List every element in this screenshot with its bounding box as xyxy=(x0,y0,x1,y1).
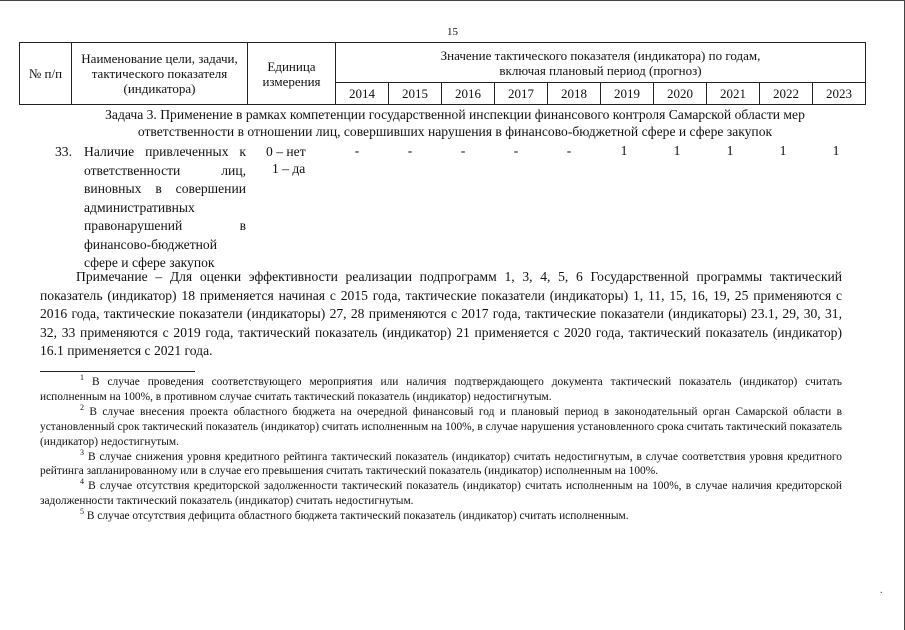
footnote-mark: 4 xyxy=(80,477,84,487)
header-year: 2020 xyxy=(654,83,707,105)
footnote-text: В случае отсутствия кредиторской задолженности тактический показатель (индикатор) считать исполненным на 100%, в случае наличия кредиторской задолженности тактический показатель (индикатор) считать недостигнутым. xyxy=(40,480,842,508)
row-value: - xyxy=(460,143,466,158)
task-heading-line2: ответственности в отношении лиц, совершивших нарушения в финансово-бюджетной сфере и сфере закупок xyxy=(137,124,773,139)
row-value: 1 xyxy=(832,143,840,158)
footnote-text: В случае внесения проекта областного бюджета на очередной финансовый год и плановый период в законодательный орган Самарской области в установленный срок тактический показатель (индикатор) считать исполненным на 100%, в случае нарушения установленного срока считать тактический показатель (индикатор) недостигнутым. xyxy=(40,405,842,448)
footnotes xyxy=(40,375,842,524)
row-value: 1 xyxy=(779,143,787,158)
header-num: № п/п xyxy=(20,43,72,105)
header-year: 2015 xyxy=(389,83,442,105)
header-year: 2016 xyxy=(442,83,495,105)
row-value: 1 xyxy=(726,143,734,158)
header-values-line1: Значение тактического показателя (индикатора) по годам, xyxy=(440,47,761,63)
footnote xyxy=(40,509,842,524)
footnote xyxy=(40,375,842,405)
footnote-mark: 1 xyxy=(80,373,84,383)
row-unit-line1: 0 – нет xyxy=(266,144,306,159)
indicator-table-header xyxy=(19,42,866,105)
header-year: 2014 xyxy=(336,83,389,105)
footnote-mark: 3 xyxy=(80,447,84,457)
row-value: - xyxy=(354,143,360,158)
header-unit: Единица измерения xyxy=(248,43,336,105)
header-year: 2023 xyxy=(813,83,866,105)
header-year: 2018 xyxy=(548,83,601,105)
note-text: Примечание – Для оценки эффективности реализации подпрограмм 1, 3, 4, 5, 6 Государственной программы тактический показатель (индикатор) 18 применяется начиная с 2015 года, тактические показатели (индикаторы) 1, 11, 15, 16, 19, 25 применяются с 2016 года, тактические показатели (индикаторы) 27, 28 применяются с 2017 года, тактические показатели (индикаторы) 23.1, 29, 30, 31, 32, 33 применяются с 2019 года, тактический показатель (индикатор) 21 применяется с 2020 года, тактический показатель (индикатор) 16.1 применяется с 2021 года. xyxy=(40,269,842,358)
header-year: 2022 xyxy=(760,83,813,105)
row-value: 1 xyxy=(620,143,628,158)
header-values-line2: включая плановый период (прогноз) xyxy=(499,62,702,78)
header-name: Наименование цели, задачи, тактического показателя (индикатора) xyxy=(72,43,248,105)
footnote-mark: 5 xyxy=(80,507,84,517)
page-number: 15 xyxy=(447,26,458,38)
row-number: 33. xyxy=(55,144,72,159)
header-year: 2017 xyxy=(495,83,548,105)
footnote-separator xyxy=(40,371,195,372)
row-value: - xyxy=(513,143,519,158)
footnote-text: В случае отсутствия дефицита областного бюджета тактический показатель (индикатор) считать исполненным. xyxy=(86,510,629,523)
footnote-text: В случае снижения уровня кредитного рейтинга тактический показатель (индикатор) считать недостигнутым, в случае соответствия уровня кредитного рейтинга запланированному или в случае его превышения считать тактический показатель (индикатор) исполненным на 100%. xyxy=(40,450,842,478)
task-heading xyxy=(40,106,870,140)
header-year: 2021 xyxy=(707,83,760,105)
footnote-mark: 2 xyxy=(80,403,84,413)
header-year: 2019 xyxy=(601,83,654,105)
scan-speck: . xyxy=(880,585,883,596)
footnote xyxy=(40,447,842,480)
row-value: - xyxy=(566,143,572,158)
row-unit-line2: 1 – да xyxy=(272,161,306,176)
footnote xyxy=(40,405,842,450)
row-value: 1 xyxy=(673,143,681,158)
header-values xyxy=(336,43,866,83)
row-unit xyxy=(266,143,326,177)
scan-border-top xyxy=(0,0,905,1)
task-heading-line1: Задача 3. Применение в рамках компетенции государственной инспекции финансового контроля Самарской области мер xyxy=(105,107,805,122)
row-indicator-name: Наличие привлеченных к ответственности лиц, виновных в совершении административных правонарушений в финансово-бюджетной сфере и сфере закупок xyxy=(84,144,246,270)
row-value: - xyxy=(407,143,413,158)
footnote-text: В случае проведения соответствующего мероприятия или наличия подтверждающего документа тактический показатель (индикатор) считать исполненным на 100%, в противном случае считать тактический показатель (индикатор) недостигнутым. xyxy=(40,376,842,403)
footnote xyxy=(40,479,842,509)
note-paragraph xyxy=(40,268,842,361)
